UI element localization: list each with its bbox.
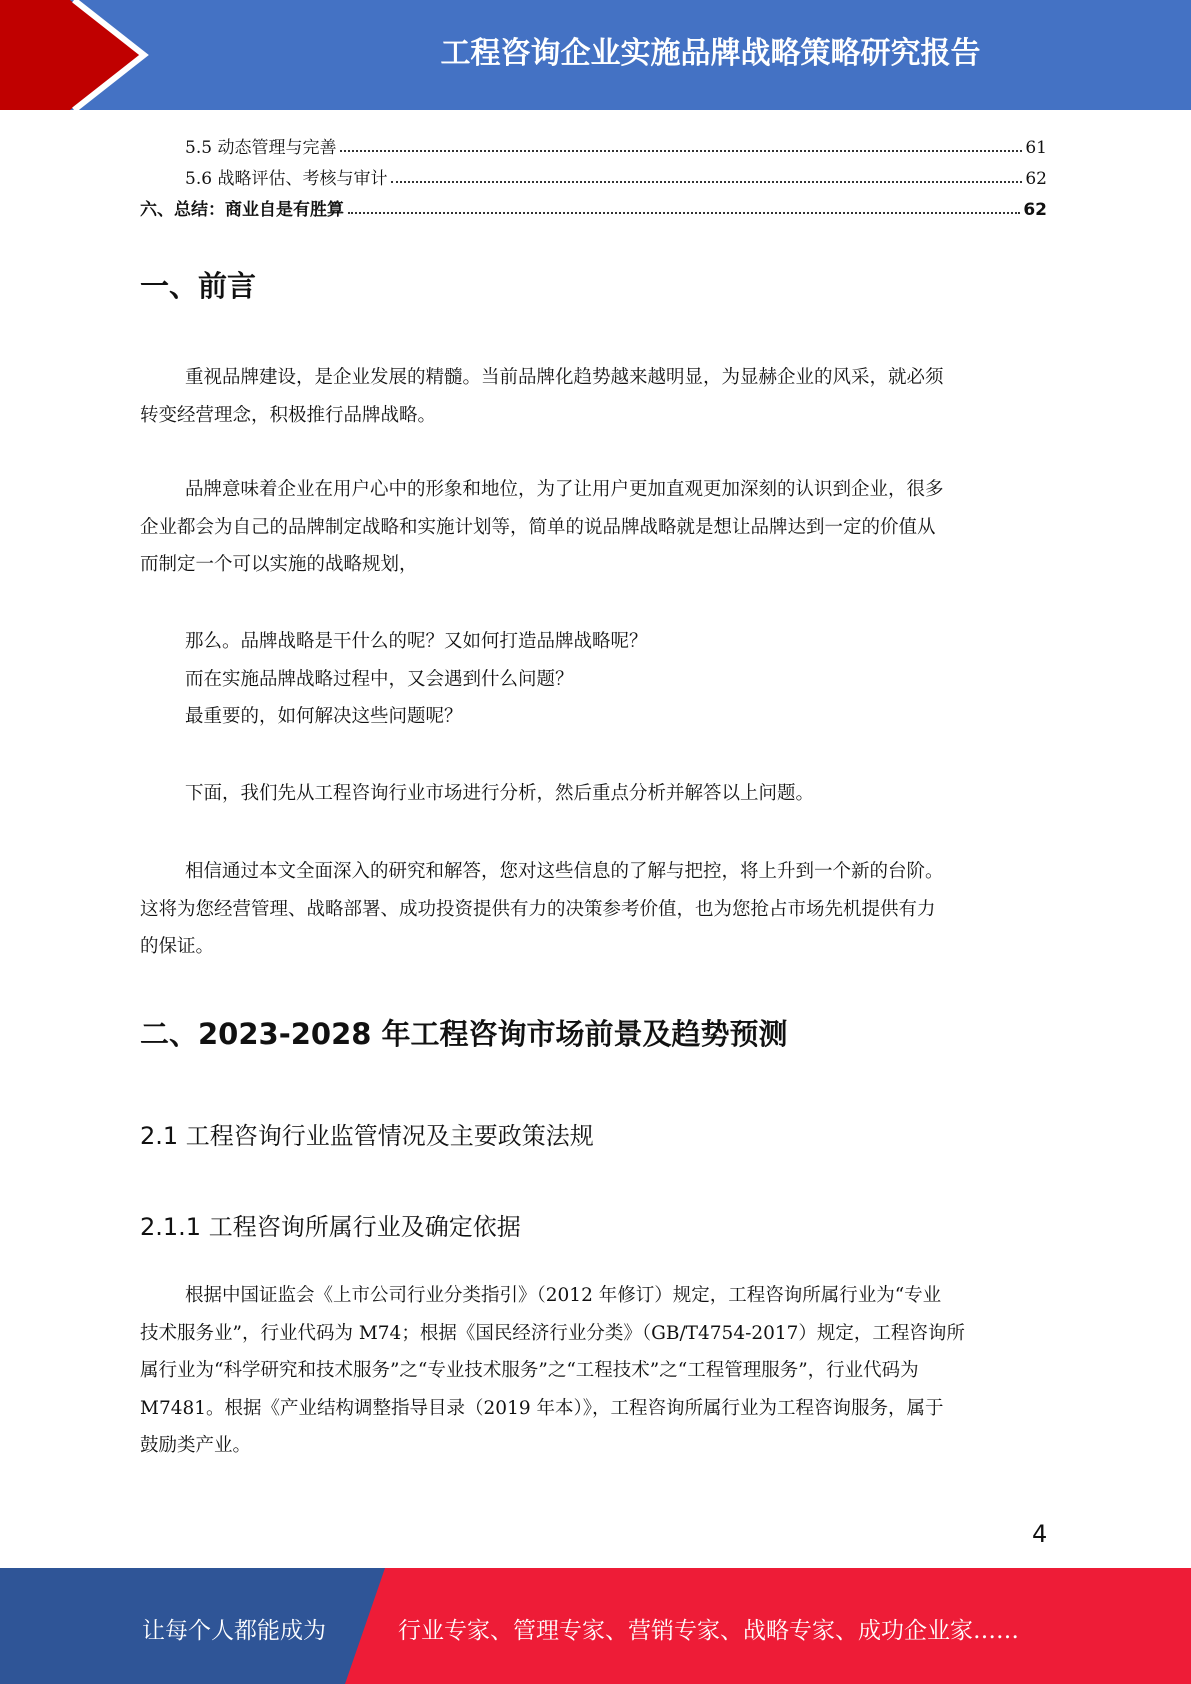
text-line: 下面，我们先从工程咨询行业市场进行分析，然后重点分析并解答以上问题。: [185, 783, 815, 804]
text-line: 的保证。: [140, 936, 215, 957]
footer-slogan-right: 行业专家、管理专家、营销专家、战略专家、成功企业家……: [398, 1618, 1019, 1644]
footer-slogan-left: 让每个人都能成为: [142, 1618, 326, 1644]
toc-leader: [348, 212, 1020, 214]
toc-leader: [340, 150, 1022, 152]
paragraph: [140, 359, 1050, 434]
toc-page: 62: [1025, 169, 1047, 189]
paragraph: [140, 853, 1050, 966]
text-line: 属行业为“科学研究和技术服务”之“专业技术服务”之“工程技术”之“工程管理服务”，行业代码为: [140, 1360, 919, 1381]
subsection-heading: 2.1 工程咨询行业监管情况及主要政策法规: [140, 1122, 594, 1150]
text-line: 最重要的，如何解决这些问题呢？: [185, 706, 463, 727]
toc-label: 六、总结：商业自是有胜算: [140, 200, 344, 220]
paragraph: [140, 471, 1050, 584]
toc-page: 61: [1025, 138, 1047, 158]
text-line: 转变经营理念，积极推行品牌战略。: [140, 404, 437, 426]
paragraph: [140, 1277, 1050, 1465]
text-line: 技术服务业”，行业代码为 M74；根据《国民经济行业分类》（GB/T4754-2017）规定，工程咨询所: [140, 1322, 965, 1344]
toc-entry[interactable]: [140, 161, 1047, 189]
section-heading: 二、2023-2028 年工程咨询市场前景及趋势预测: [140, 1017, 788, 1051]
toc-leader: [391, 181, 1022, 183]
toc-label: 5.5 动态管理与完善: [185, 138, 337, 158]
section-heading: 一、前言: [140, 269, 257, 303]
toc-page: 62: [1023, 200, 1047, 220]
page-number: 4: [1032, 1520, 1048, 1548]
text-line: 而在实施品牌战略过程中，又会遇到什么问题？: [185, 668, 574, 690]
text-line: 根据中国证监会《上市公司行业分类指引》（2012 年修订）规定，工程咨询所属行业为“专业: [185, 1285, 942, 1306]
text-line: 相信通过本文全面深入的研究和解答，您对这些信息的了解与把控，将上升到一个新的台阶。: [185, 861, 944, 882]
text-line: 那么。品牌战略是干什么的呢？又如何打造品牌战略呢？: [185, 631, 648, 652]
toc-entry[interactable]: [140, 192, 1047, 220]
toc-label: 5.6 战略评估、考核与审计: [185, 169, 388, 189]
text-line: 鼓励类产业。: [140, 1435, 252, 1456]
text-line: 企业都会为自己的品牌制定战略和实施计划等，简单的说品牌战略就是想让品牌达到一定的价值从: [140, 516, 936, 538]
toc-entry[interactable]: [140, 130, 1047, 158]
subsubsection-heading: 2.1.1 工程咨询所属行业及确定依据: [140, 1213, 521, 1241]
text-line: 品牌意味着企业在用户心中的形象和地位，为了让用户更加直观更加深刻的认识到企业，很多: [185, 479, 944, 500]
header-title: 工程咨询企业实施品牌战略策略研究报告: [440, 36, 981, 71]
text-line: M7481。根据《产业结构调整指导目录（2019 年本）》，工程咨询所属行业为工程咨询服务，属于: [140, 1397, 944, 1419]
text-line: 而制定一个可以实施的战略规划，: [140, 554, 418, 575]
text-line: 这将为您经营管理、战略部署、成功投资提供有力的决策参考价值，也为您抢占市场先机提供有力: [140, 898, 936, 920]
text-line: 重视品牌建设，是企业发展的精髓。当前品牌化趋势越来越明显，为显赫企业的风采，就必须: [185, 367, 944, 388]
paragraph: [140, 623, 1050, 736]
paragraph: [140, 775, 1050, 813]
